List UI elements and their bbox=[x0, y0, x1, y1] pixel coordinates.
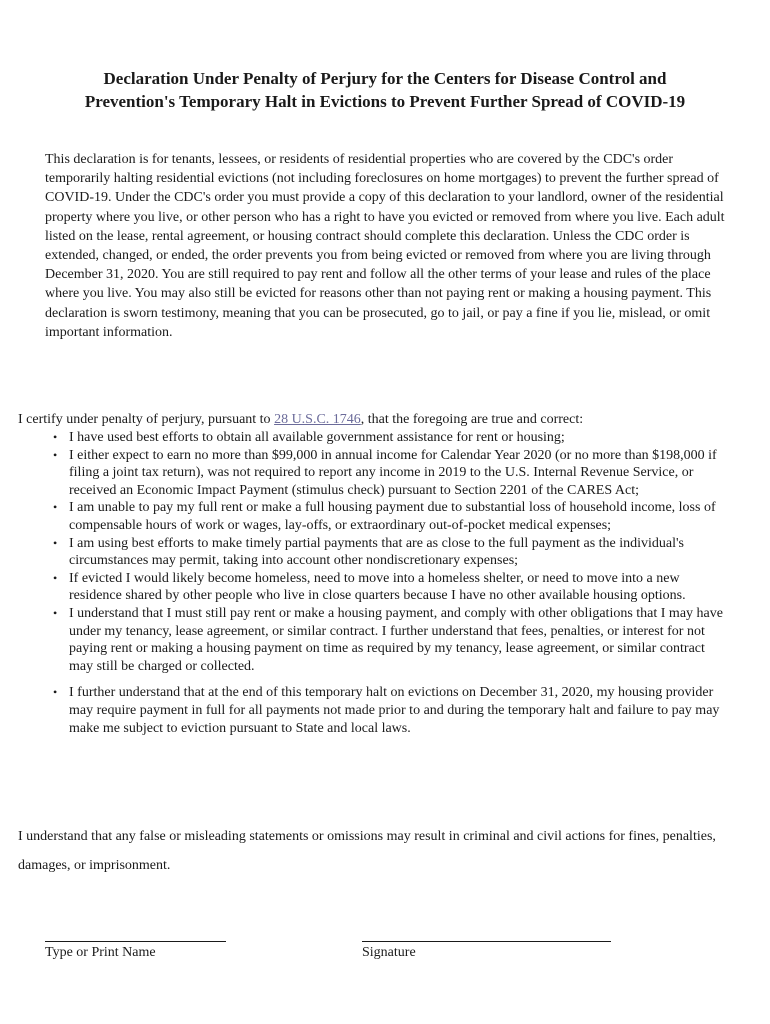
name-label: Type or Print Name bbox=[45, 945, 156, 960]
certification-item-text: I understand that I must still pay rent or make a housing payment, and comply with other obligations that I may have under my tenancy, lease agreement, or similar contract. I further understand that fees, penalties, or interest for not paying rent or making a housing payment on time as required by my tenancy, lease agreement, or similar contract may still be charged or collected. bbox=[69, 605, 723, 674]
certification-item-text: I have used best efforts to obtain all available government assistance for rent or housing; bbox=[69, 430, 565, 445]
certify-text-before: I certify under penalty of perjury, pursuant to bbox=[18, 412, 275, 427]
certification-item-text: If evicted I would likely become homeless, need to move into a homeless shelter, or need to move into a new residence shared by other people who live in close quarters because I have no other available housing options. bbox=[69, 570, 686, 604]
document-title bbox=[30, 67, 740, 113]
name-signature-line[interactable] bbox=[45, 941, 226, 942]
signature-line[interactable] bbox=[362, 941, 611, 942]
certification-item-income bbox=[50, 447, 730, 500]
certification-item-obligations bbox=[50, 605, 730, 675]
certification-item-text: I further understand that at the end of this temporary halt on evictions on December 31, 2020, my housing provider may require payment in full for all payments not made prior to and during the temporary halt and failure to pay may make me subject to eviction pursuant to State and local laws. bbox=[69, 685, 720, 736]
closing-statement: I understand that any false or misleading statements or omissions may result in criminal and civil actions for fines, penalties, damages, or imprisonment. bbox=[18, 829, 716, 873]
certification-list bbox=[50, 429, 730, 737]
certify-statement bbox=[18, 411, 738, 429]
bullet-icon: • bbox=[53, 430, 58, 444]
bullet-icon: • bbox=[53, 535, 58, 550]
bullet-icon: • bbox=[53, 685, 58, 700]
certification-item-text: I am using best efforts to make timely partial payments that are as close to the full payment as the individual's circumstances may permit, taking into account other nondiscretionary expenses; bbox=[69, 535, 684, 569]
certification-item-text: I am unable to pay my full rent or make a full housing payment due to substantial loss of household income, loss of compensable hours of work or wages, lay-offs, or extraordinary out-of-pocket medical expenses; bbox=[69, 500, 716, 533]
certification-item-end-of-halt bbox=[50, 684, 730, 737]
intro-paragraph: This declaration is for tenants, lessees, or residents of residential properties who are covered by the CDC's order temporarily halting residential evictions (not including foreclosures on home mortgages) to prevent the further spread of COVID-19. Under the CDC's order you must provide a copy of this declaration to your landlord, owner of the residential property where you live, or other person who has a right to have you evicted or removed from where you live. Each adult listed on the lease, rental agreement, or housing contract should complete this declaration. Unless the CDC order is extended, changed, or ended, the order prevents you from being evicted or removed from where you are living through December 31, 2020. You are still required to pay rent and follow all the other terms of your lease and rules of the place where you live. You may also still be evicted for reasons other than not paying rent or making a housing payment. This declaration is sworn testimony, meaning that you can be prosecuted, go to jail, or pay a fine if you lie, mislead, or omit important information. bbox=[45, 152, 725, 340]
certification-item-text: I either expect to earn no more than $99,000 in annual income for Calendar Year 2020 (or no more than $198,000 if filing a joint tax return), was not required to report any income in 2019 to the U.S. Internal Revenue Service, or received an Economic Impact Payment (stimulus check) pursuant to Section 2201 of the CARES Act; bbox=[69, 447, 717, 498]
usc-1746-link[interactable]: 28 U.S.C. 1746 bbox=[274, 412, 361, 427]
bullet-icon: • bbox=[53, 447, 58, 462]
certification-item-unable-to-pay bbox=[50, 499, 730, 534]
title-line-1: Declaration Under Penalty of Perjury for the Centers for Disease Control and bbox=[103, 69, 667, 88]
certification-item-partial-payments bbox=[50, 535, 730, 570]
title-line-2: Prevention's Temporary Halt in Evictions to Prevent Further Spread of COVID-19 bbox=[84, 92, 686, 111]
bullet-icon: • bbox=[53, 570, 58, 585]
bullet-icon: • bbox=[53, 605, 58, 620]
certification-item-homeless bbox=[50, 570, 730, 605]
certification-item-assistance bbox=[50, 429, 730, 447]
bullet-icon: • bbox=[53, 500, 58, 515]
signature-label: Signature bbox=[362, 945, 416, 960]
certify-text-after: , that the foregoing are true and correct: bbox=[360, 412, 584, 427]
